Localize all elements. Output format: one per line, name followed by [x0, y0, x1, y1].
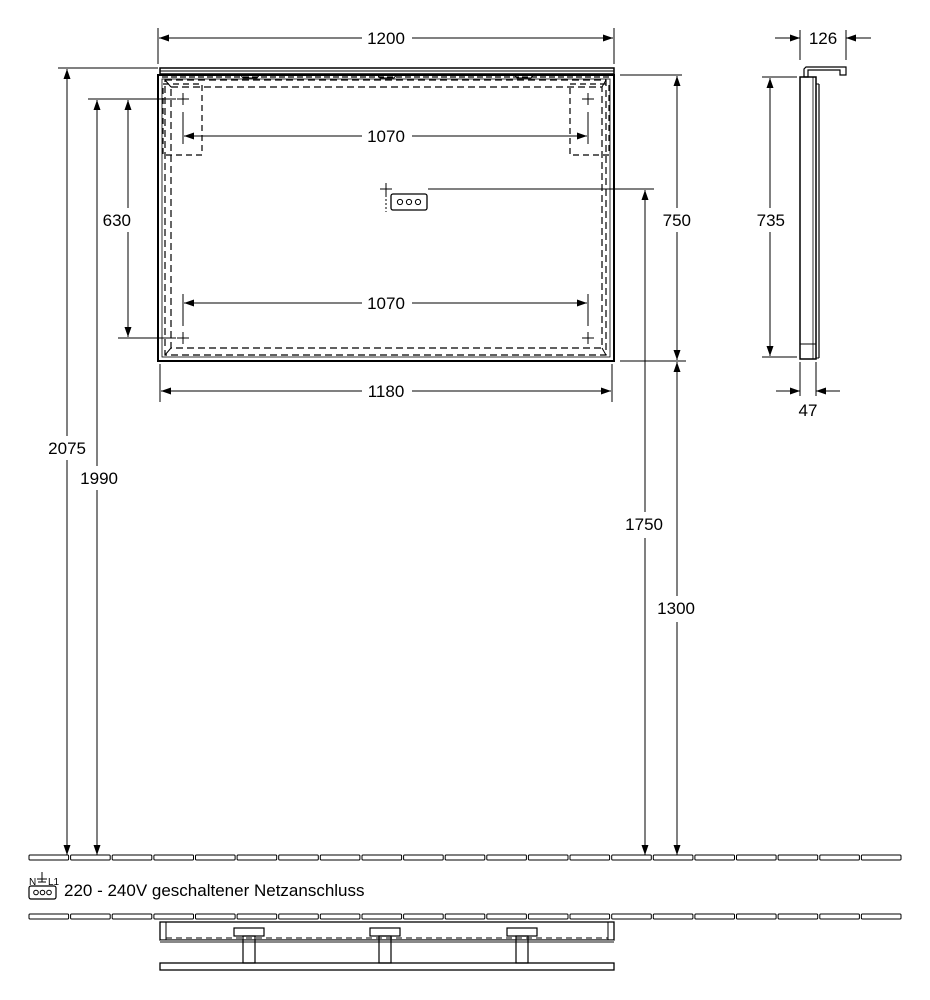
floor-tile	[112, 914, 152, 919]
floor-tile	[237, 855, 277, 860]
dim-height-top: 2075	[48, 439, 86, 458]
hidden-outline	[165, 80, 606, 355]
fixing-point-top-right	[582, 93, 594, 105]
floor-tile	[653, 914, 693, 919]
floor-tile	[737, 914, 777, 919]
dimension-labels	[48, 29, 837, 618]
side-view	[800, 67, 846, 359]
floor-tile	[196, 914, 236, 919]
fixing-point-bottom-left	[177, 332, 189, 344]
floor-tile	[570, 914, 610, 919]
floor-tile	[653, 855, 693, 860]
floor-tile	[362, 855, 402, 860]
floor-tile	[612, 914, 652, 919]
floor-tile	[820, 914, 860, 919]
floor-tile	[71, 914, 111, 919]
power-socket	[380, 183, 427, 212]
side-mirror-body	[800, 77, 816, 359]
dim-height-front: 750	[662, 211, 691, 230]
floor-tile	[404, 855, 444, 860]
floor-tile	[778, 855, 818, 860]
floor-tile	[695, 914, 735, 919]
floor-line	[29, 855, 901, 860]
legend-text: 220 - 240V geschaltener Netzanschluss	[64, 881, 365, 900]
floor-tile	[861, 914, 901, 919]
floor-tile	[29, 855, 69, 860]
mirror-frame	[158, 75, 614, 361]
floor-tile	[528, 855, 568, 860]
floor-tile	[528, 914, 568, 919]
floor-tile	[820, 855, 860, 860]
dim-fixing-vertical: 630	[102, 211, 131, 230]
top-view	[160, 922, 614, 970]
floor-tile	[737, 855, 777, 860]
floor-tile	[362, 914, 402, 919]
floor-tile	[279, 855, 319, 860]
floor-tile	[445, 855, 485, 860]
dim-width-bottom: 1180	[367, 382, 405, 401]
fixing-point-top-left	[177, 93, 189, 105]
floor-tile	[404, 914, 444, 919]
dim-height-fixing: 1990	[80, 469, 118, 488]
fixing-point-bottom-right	[582, 332, 594, 344]
floor-tile	[154, 914, 194, 919]
symbol-label-neutral: N	[29, 877, 37, 888]
top-view-arm-2	[370, 928, 400, 963]
floor-tile	[279, 914, 319, 919]
floor-tile	[29, 914, 69, 919]
floor-tile	[487, 914, 527, 919]
floor-tile	[320, 914, 360, 919]
top-view-light-bar	[160, 963, 614, 970]
top-view-arm-1	[234, 928, 264, 963]
front-view	[158, 68, 614, 361]
floor-tile	[320, 855, 360, 860]
dimension-lines	[67, 38, 871, 855]
floor-tile	[71, 855, 111, 860]
floor-tile	[695, 855, 735, 860]
dim-side-depth-bottom: 47	[798, 401, 818, 420]
floor-tile	[861, 855, 901, 860]
floor-tile	[154, 855, 194, 860]
dim-height-socket: 1750	[625, 515, 663, 534]
mount-bracket-right	[570, 84, 609, 155]
top-view-arm-3	[507, 928, 537, 963]
floor-tile	[196, 855, 236, 860]
dim-width-overall: 1200	[367, 29, 405, 48]
floor-tile	[778, 914, 818, 919]
floor-tile	[487, 855, 527, 860]
floor-tile	[237, 914, 277, 919]
dim-height-side: 735	[756, 211, 785, 230]
legend	[29, 872, 365, 900]
top-view-mirror	[160, 922, 614, 940]
floor-line-lower	[29, 914, 901, 919]
floor-tile	[112, 855, 152, 860]
floor-tile	[612, 855, 652, 860]
dim-fixing-spacing-top: 1070	[367, 127, 405, 146]
side-light-arm	[804, 67, 846, 77]
dim-side-depth-top: 126	[808, 29, 838, 48]
floor-tile	[570, 855, 610, 860]
floor-tile	[445, 914, 485, 919]
dim-height-bottom: 1300	[657, 599, 695, 618]
symbol-label-phase: L1	[48, 877, 60, 888]
dim-fixing-spacing-bottom: 1070	[367, 294, 405, 313]
